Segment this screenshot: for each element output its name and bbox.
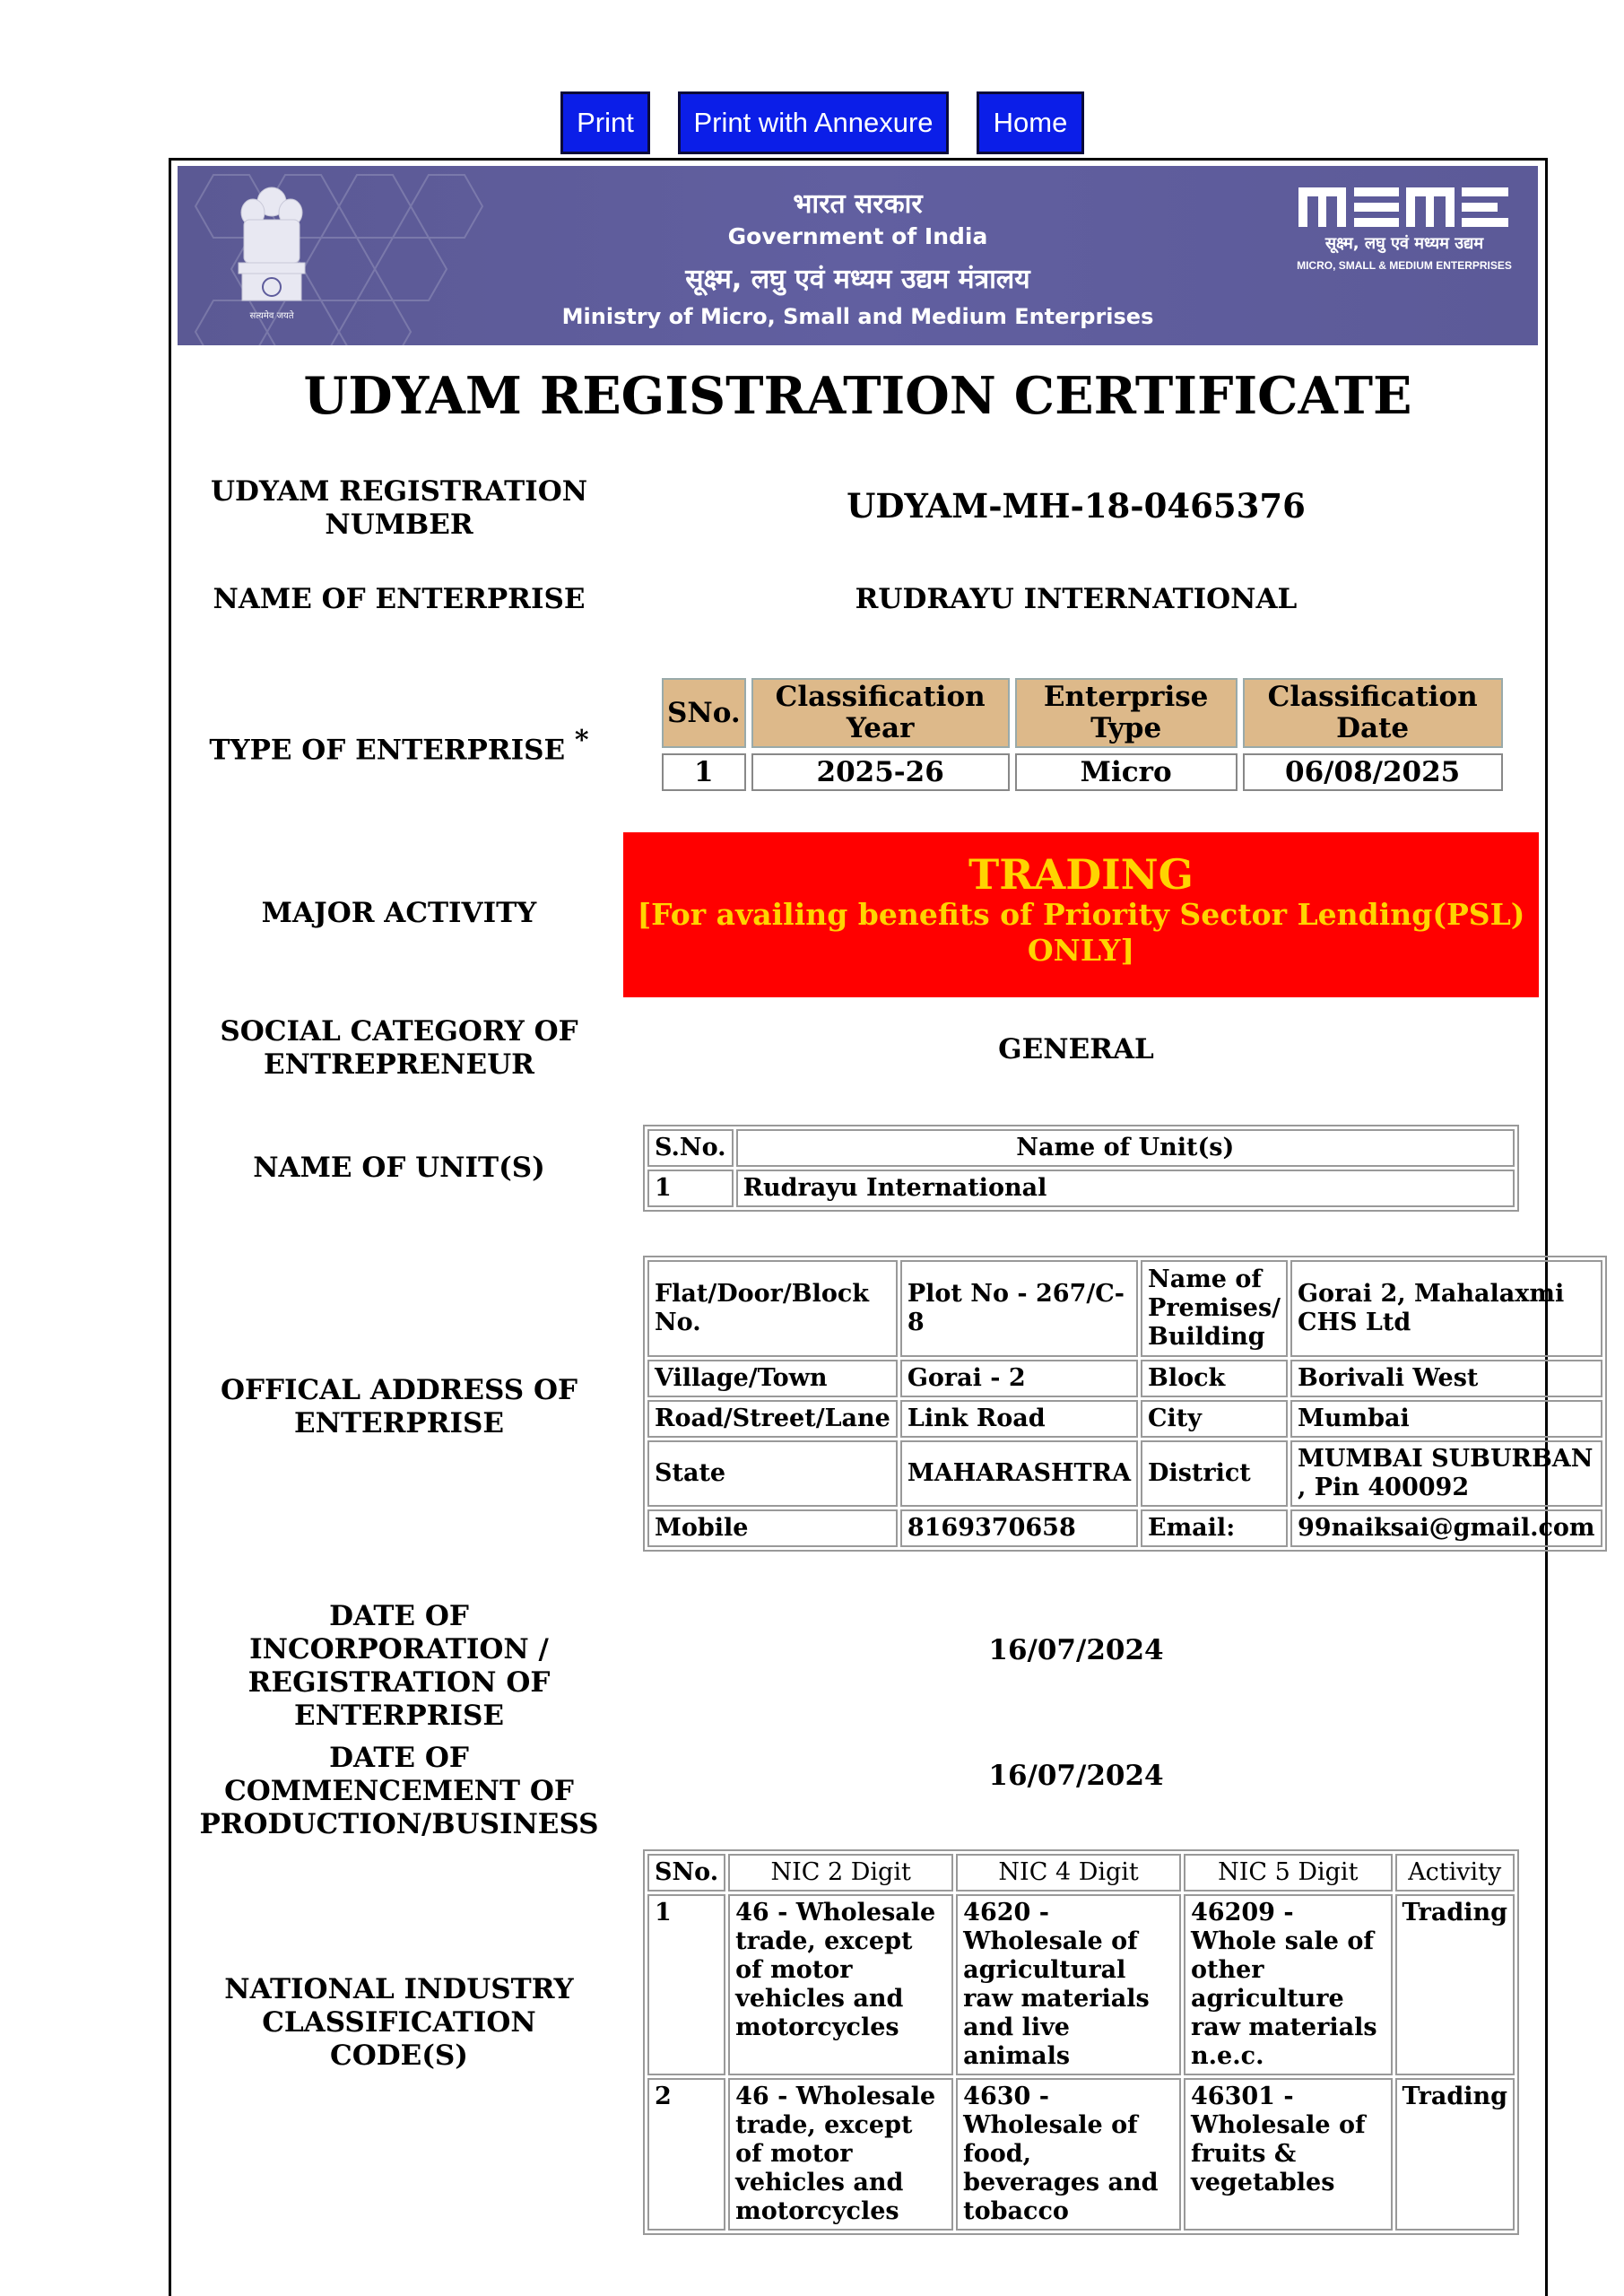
- msme-hindi-text: सूक्ष्म, लघु एवं मध्यम उद्यम: [1324, 234, 1484, 253]
- asterisk: *: [574, 725, 589, 756]
- print-with-annexure-button[interactable]: Print with Annexure: [678, 91, 949, 154]
- col-header-nic5: NIC 5 Digit: [1184, 1854, 1392, 1892]
- table-cell: District: [1141, 1440, 1288, 1507]
- government-banner: [178, 166, 1538, 345]
- table-cell: 4630 - Wholesale of food, beverages and tobacco: [956, 2078, 1181, 2231]
- table-cell: Block: [1141, 1360, 1288, 1397]
- table-cell: Gorai 2, Mahalaxmi CHS Ltd: [1290, 1260, 1602, 1357]
- emblem-motto: सत्यमेव जयते: [249, 311, 294, 321]
- table-cell: 46301 - Wholesale of fruits & vegetables: [1184, 2078, 1392, 2231]
- home-button[interactable]: Home: [977, 91, 1084, 154]
- table-cell: MAHARASHTRA: [900, 1440, 1138, 1507]
- enterprise-name-value: RUDRAYU INTERNATIONAL: [855, 583, 1298, 615]
- table-row: [647, 1440, 1602, 1507]
- col-header-enterprise-type: Enterprise Type: [1015, 678, 1238, 748]
- table-cell: Gorai - 2: [900, 1360, 1138, 1397]
- social-category-value: GENERAL: [998, 1033, 1154, 1065]
- type-of-enterprise-text: TYPE OF ENTERPRISE: [209, 734, 566, 767]
- incorporation-date-value: 16/07/2024: [988, 1634, 1164, 1666]
- commencement-date-value: 16/07/2024: [988, 1760, 1164, 1792]
- table-header-row: [647, 1854, 1515, 1892]
- incorporation-date-label: DATE OF INCORPORATION / REGISTRATION OF ENTERPRISE: [248, 1600, 551, 1732]
- banner-hindi-line2: सूक्ष्म, लघु एवं मध्यम उद्यम मंत्रालय: [685, 264, 1030, 295]
- table-cell: MUMBAI SUBURBAN , Pin 400092: [1290, 1440, 1602, 1507]
- banner-english-line1: Government of India: [727, 223, 988, 249]
- certificate-title: UDYAM REGISTRATION CERTIFICATE: [303, 366, 1412, 426]
- table-cell: Email:: [1141, 1509, 1288, 1547]
- address-label: OFFICAL ADDRESS OF ENTERPRISE: [221, 1374, 578, 1439]
- col-header-sno: S.No.: [647, 1129, 734, 1167]
- table-cell: Trading: [1395, 1894, 1515, 2075]
- col-header-unit-name: Name of Unit(s): [736, 1129, 1515, 1167]
- table-cell: Village/Town: [647, 1360, 898, 1397]
- table-cell: Plot No - 267/C-8: [900, 1260, 1138, 1357]
- print-button[interactable]: Print: [560, 91, 650, 154]
- unit-names-label: NAME OF UNIT(S): [253, 1152, 545, 1184]
- table-cell: Name of Premises/ Building: [1141, 1260, 1288, 1357]
- table-header-row: [647, 1129, 1515, 1167]
- table-cell: 46 - Wholesale trade, except of motor vehicles and motorcycles: [728, 1894, 953, 2075]
- registration-number-label: UDYAM REGISTRATION NUMBER: [210, 475, 588, 541]
- major-activity-value: TRADING: [968, 850, 1194, 899]
- major-activity-label: MAJOR ACTIVITY: [261, 897, 537, 929]
- table-cell: 46209 - Whole sale of other agriculture raw materials n.e.c.: [1184, 1894, 1392, 2075]
- nic-codes-label: NATIONAL INDUSTRY CLASSIFICATION CODE(S): [224, 1973, 574, 2072]
- table-cell: Borivali West: [1290, 1360, 1602, 1397]
- type-of-enterprise-label: [188, 724, 610, 767]
- top-button-bar: [0, 91, 1624, 156]
- nic-codes-table: [643, 1849, 1519, 2235]
- table-cell: State: [647, 1440, 898, 1507]
- col-header-activity: Activity: [1395, 1854, 1515, 1892]
- table-row: [647, 1170, 1515, 1207]
- table-row: [647, 1894, 1515, 2075]
- table-row: [662, 753, 1503, 791]
- table-row: [647, 2078, 1515, 2231]
- table-cell: Mobile: [647, 1509, 898, 1547]
- table-cell: Link Road: [900, 1400, 1138, 1438]
- col-header-sno: SNo.: [647, 1854, 725, 1892]
- units-table: [643, 1125, 1519, 1212]
- msme-logo-icon: [1297, 184, 1512, 230]
- table-cell: Micro: [1015, 753, 1238, 791]
- table-cell: 1: [647, 1894, 725, 2075]
- col-header-sno: SNo.: [662, 678, 746, 748]
- col-header-classification-year: Classification Year: [751, 678, 1010, 748]
- major-activity-note: [For availing benefits of Priority Sector Lending(PSL) ONLY]: [637, 897, 1525, 968]
- msme-english-text: MICRO, SMALL & MEDIUM ENTERPRISES: [1297, 259, 1512, 272]
- table-cell: 8169370658: [900, 1509, 1138, 1547]
- table-cell: Flat/Door/Block No.: [647, 1260, 898, 1357]
- social-category-label: SOCIAL CATEGORY OF ENTREPRENEUR: [220, 1015, 578, 1081]
- table-cell: Mumbai: [1290, 1400, 1602, 1438]
- major-activity-box: [623, 832, 1539, 997]
- col-header-nic4: NIC 4 Digit: [956, 1854, 1181, 1892]
- enterprise-type-table: [656, 673, 1508, 796]
- table-cell: City: [1141, 1400, 1288, 1438]
- table-cell: 1: [647, 1170, 734, 1207]
- banner-hindi-line1: भारत सरकार: [793, 188, 923, 220]
- table-row: [647, 1360, 1602, 1397]
- table-row: [647, 1400, 1602, 1438]
- address-table: [643, 1256, 1607, 1552]
- email-value[interactable]: 99naiksai@gmail.com: [1290, 1509, 1602, 1547]
- col-header-classification-date: Classification Date: [1243, 678, 1503, 748]
- table-cell: Trading: [1395, 2078, 1515, 2231]
- banner-english-line2: Ministry of Micro, Small and Medium Enterprises: [561, 304, 1154, 329]
- table-cell: 1: [662, 753, 746, 791]
- table-cell: 06/08/2025: [1243, 753, 1503, 791]
- registration-number-value: UDYAM-MH-18-0465376: [847, 486, 1306, 526]
- table-row: [647, 1509, 1602, 1547]
- table-header-row: [662, 678, 1503, 748]
- table-cell: 2: [647, 2078, 725, 2231]
- table-cell: Road/Street/Lane: [647, 1400, 898, 1438]
- table-cell: 2025-26: [751, 753, 1010, 791]
- table-cell: 46 - Wholesale trade, except of motor vehicles and motorcycles: [728, 2078, 953, 2231]
- commencement-date-label: DATE OF COMMENCEMENT OF PRODUCTION/BUSINESS: [199, 1742, 599, 1840]
- table-row: [647, 1260, 1602, 1357]
- enterprise-name-label: NAME OF ENTERPRISE: [213, 583, 586, 615]
- table-cell: 4620 - Wholesale of agricultural raw materials and live animals: [956, 1894, 1181, 2075]
- col-header-nic2: NIC 2 Digit: [728, 1854, 953, 1892]
- table-cell: Rudrayu International: [736, 1170, 1515, 1207]
